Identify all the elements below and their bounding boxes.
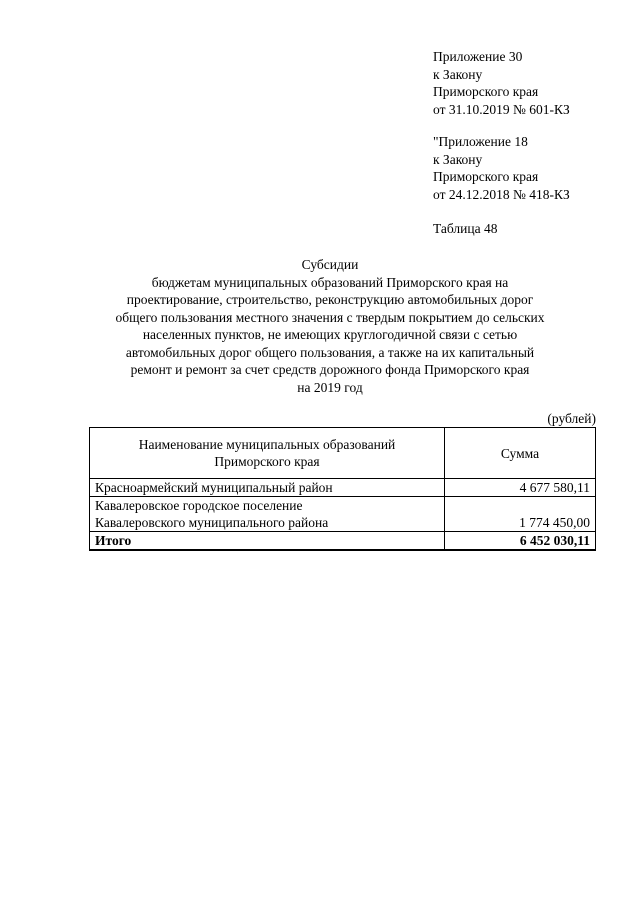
title-line4: общего пользования местного значения с твердым покрытием до сельских [115,309,545,325]
appendix-18-line3: Приморского края [433,169,539,184]
row-name-line1: Красноармейский муниципальный район [95,480,333,495]
appendix-30-line1: Приложение 30 [433,49,523,64]
appendix-18-line2: к Закону [433,151,483,167]
units-label: (рублей) [547,411,596,426]
title-line6: автомобильных дорог общего пользования, а также на их капитальный [125,344,535,360]
header-name-line1: Наименование муниципальных образований [138,437,396,452]
appendix-18-line1: "Приложение 18 [433,134,528,149]
appendix-18-line4: от 24.12.2018 № 418-КЗ [433,186,570,202]
appendix-30-line2: к Закону [433,66,483,82]
row-amount-cell: 4 677 580,11 [445,479,596,497]
row-name-cell [90,497,445,532]
row-name-line1: Кавалеровское городское поселение [95,498,303,513]
subsidies-table [89,427,596,551]
table-header-row [90,428,596,479]
row-name-line2: Кавалеровского муниципального района [95,515,329,530]
document-title [80,256,580,396]
table-row [90,479,596,497]
appendix-30-header [433,48,633,118]
appendix-30-line3: Приморского края [433,84,539,99]
header-sum-cell: Сумма [445,428,596,479]
total-amount-cell: 6 452 030,11 [445,532,596,551]
title-line8: на 2019 год [297,379,363,395]
header-name-cell [90,428,445,479]
header-name-line2: Приморского края [214,454,320,469]
appendix-18-header [433,133,633,203]
row-amount-cell: 1 774 450,00 [445,497,596,532]
title-line1: Субсидии [301,257,359,272]
table-row [90,497,596,532]
title-line3: проектирование, строительство, реконструкцию автомобильных дорог [126,292,534,307]
title-line7: ремонт и ремонт за счет средств дорожного фонда Приморского края [130,362,530,377]
total-row [90,532,596,551]
appendix-30-line4: от 31.10.2019 № 601-КЗ [433,101,570,117]
row-name-cell [90,479,445,497]
total-label-cell: Итого [90,532,445,551]
title-line2: бюджетам муниципальных образований Приморского края на [151,274,509,290]
table-number: Таблица 48 [433,221,498,236]
title-line5: населенных пунктов, не имеющих круглогодичной связи с сетью [142,327,518,342]
